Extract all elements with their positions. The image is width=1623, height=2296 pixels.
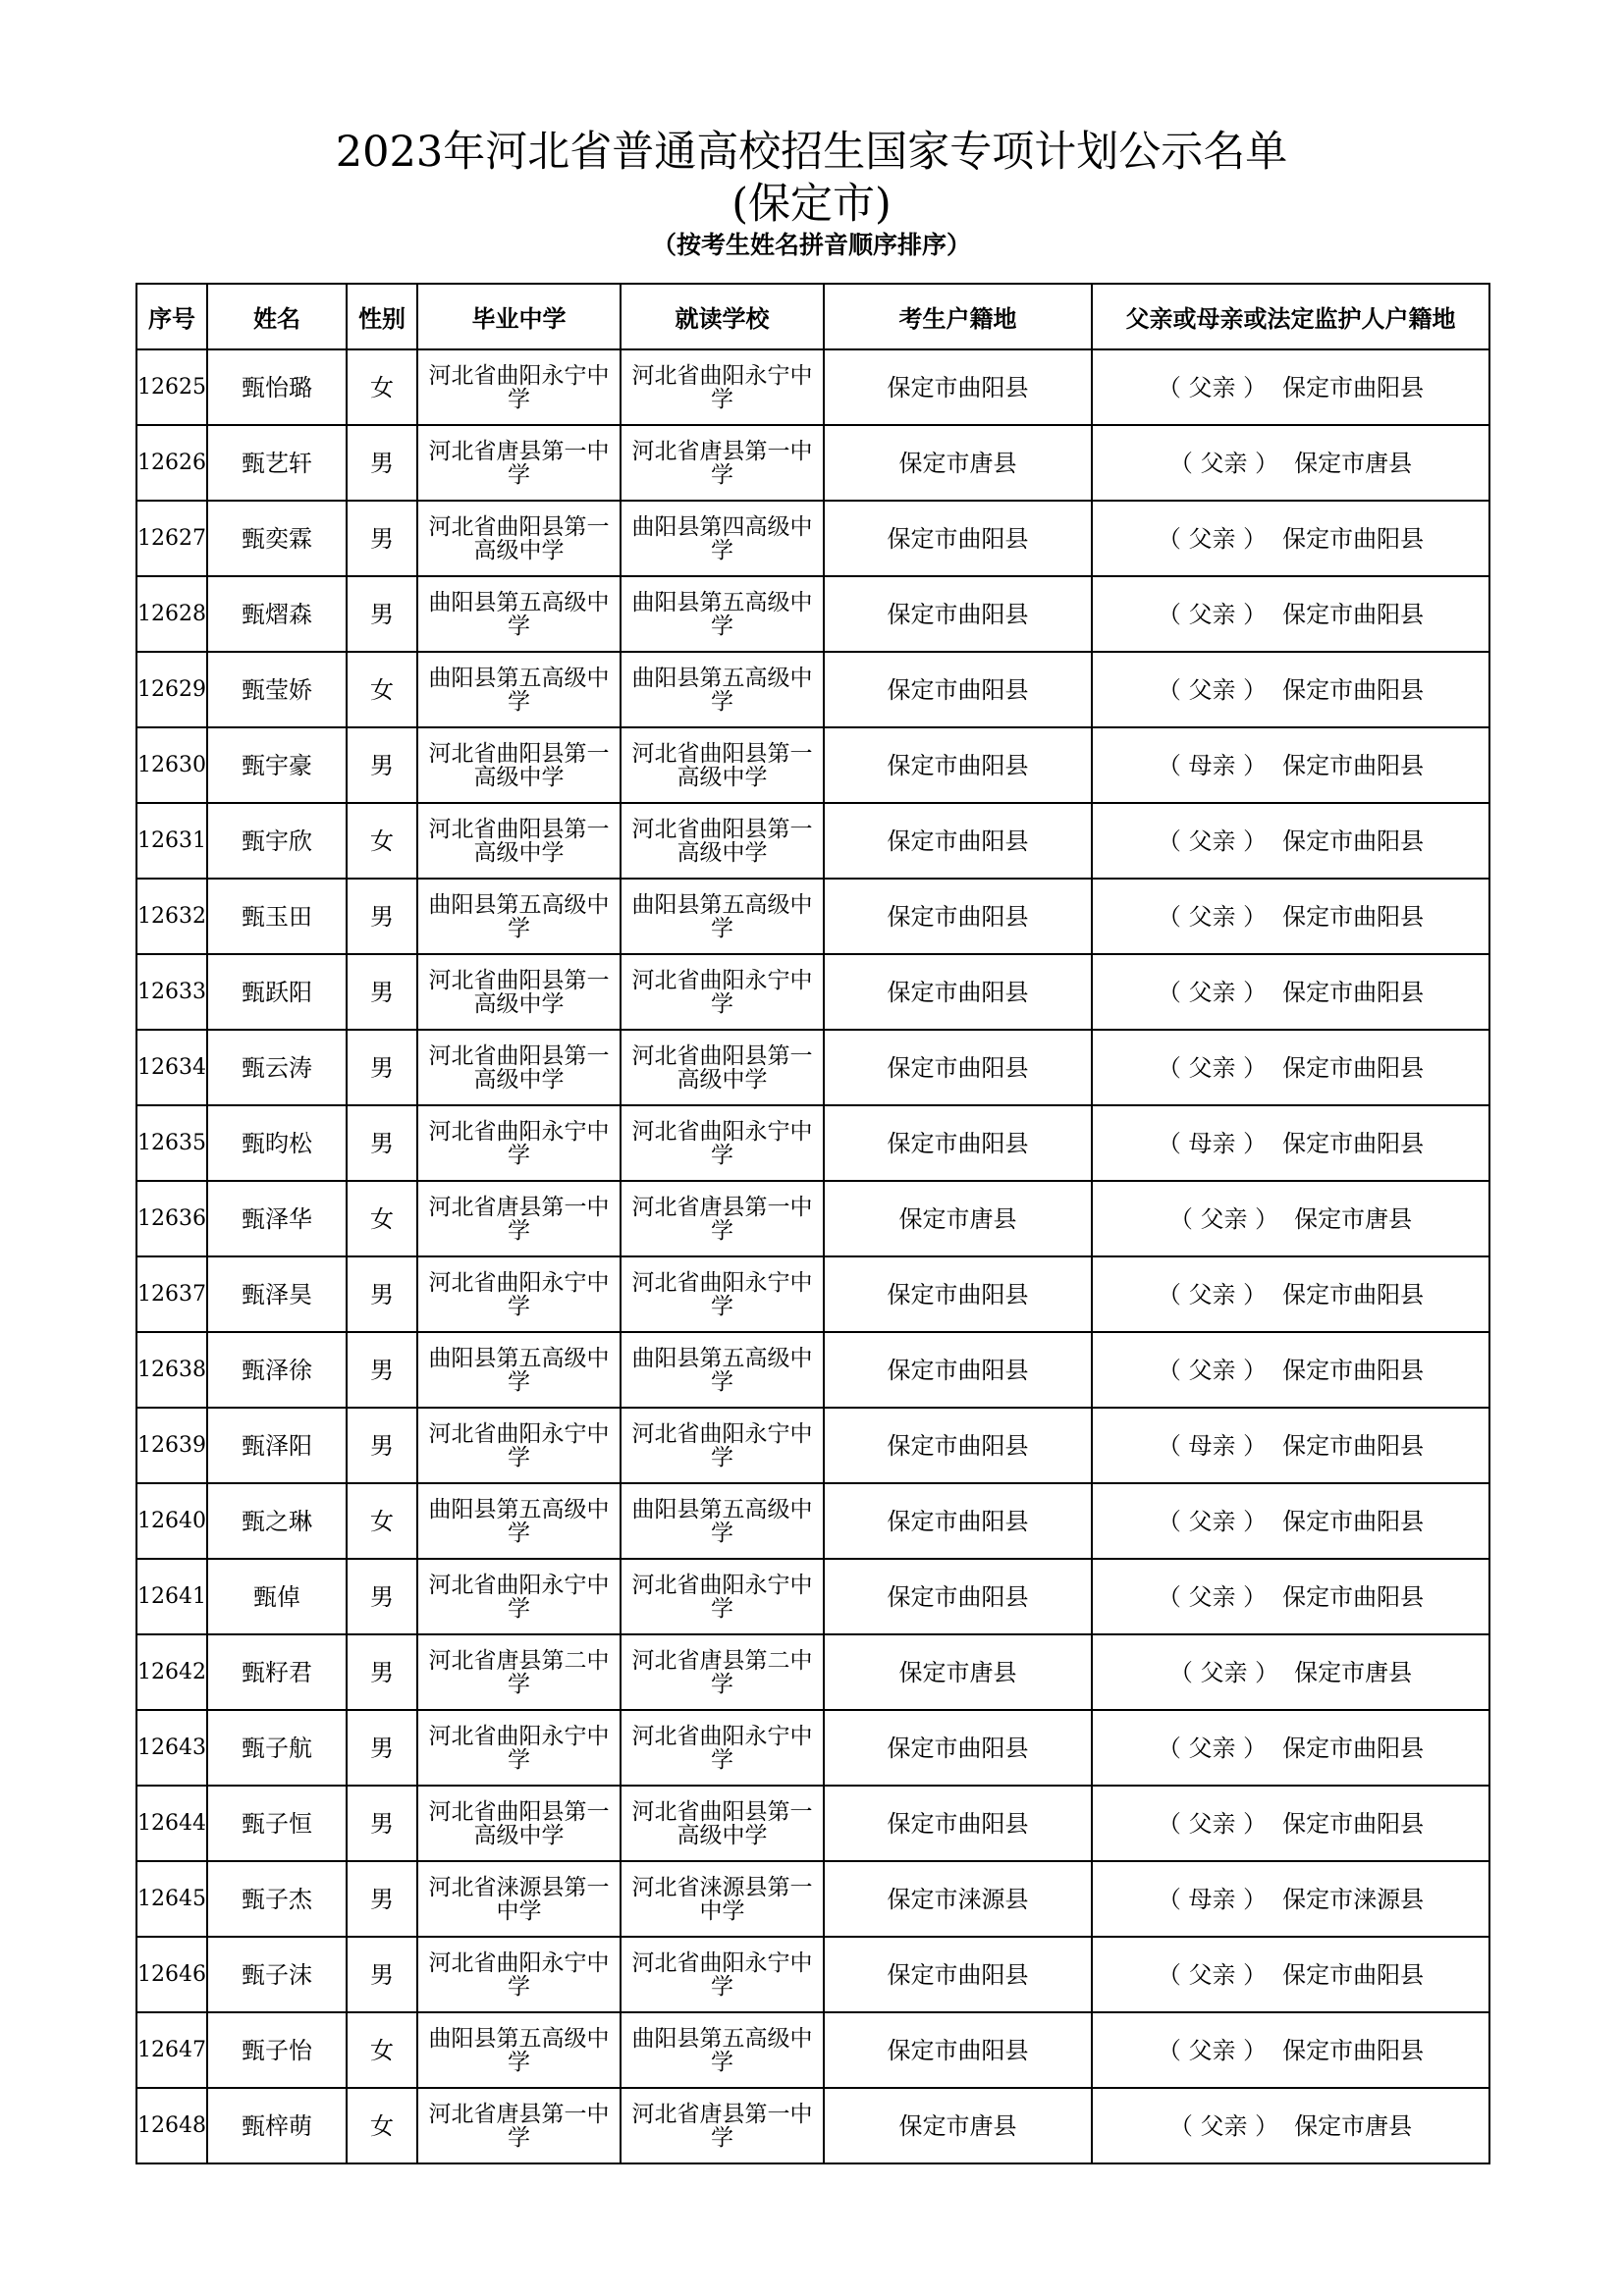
- cell-gender: 男: [347, 879, 417, 954]
- cell-gender: 男: [347, 1408, 417, 1483]
- cell-household-registration: 保定市曲阳县: [824, 501, 1092, 576]
- table-row: [136, 2088, 1489, 2163]
- parent-home: 保定市曲阳县: [1282, 1582, 1425, 1611]
- cell-household-registration: 保定市曲阳县: [824, 349, 1092, 425]
- header-graduation-school: 毕业中学: [417, 284, 621, 349]
- cell-seq: 12633: [136, 954, 207, 1030]
- header-household-registration: 考生户籍地: [824, 284, 1092, 349]
- cell-seq: 12626: [136, 425, 207, 501]
- cell-graduation-school: 河北省曲阳县第一高级中学: [417, 727, 621, 803]
- parent-relation: （ 父亲 ）: [1157, 1280, 1268, 1308]
- parent-home: 保定市曲阳县: [1282, 1431, 1425, 1460]
- header-seq: 序号: [136, 284, 207, 349]
- parent-relation: （ 父亲 ）: [1157, 373, 1268, 401]
- cell-household-registration: 保定市曲阳县: [824, 879, 1092, 954]
- parent-home: 保定市曲阳县: [1282, 1356, 1425, 1384]
- cell-gender: 男: [347, 727, 417, 803]
- cell-parent-registration: [1092, 1710, 1489, 1786]
- cell-gender: 女: [347, 652, 417, 727]
- cell-gender: 女: [347, 2012, 417, 2088]
- cell-parent-registration: [1092, 425, 1489, 501]
- cell-gender: 男: [347, 1256, 417, 1332]
- cell-seq: 12642: [136, 1634, 207, 1710]
- parent-relation: （ 父亲 ）: [1157, 1734, 1268, 1762]
- cell-parent-registration: [1092, 2088, 1489, 2163]
- cell-graduation-school: 河北省曲阳永宁中学: [417, 1559, 621, 1634]
- cell-parent-registration: [1092, 1105, 1489, 1181]
- cell-graduation-school: 河北省曲阳县第一高级中学: [417, 1030, 621, 1105]
- cell-name: 甄熠森: [207, 576, 347, 652]
- cell-gender: 男: [347, 501, 417, 576]
- header-name: 姓名: [207, 284, 347, 349]
- table-row: [136, 1181, 1489, 1256]
- cell-parent-registration: [1092, 2012, 1489, 2088]
- header-current-school: 就读学校: [621, 284, 824, 349]
- cell-name: 甄子恒: [207, 1786, 347, 1861]
- cell-household-registration: 保定市曲阳县: [824, 1256, 1092, 1332]
- cell-current-school: 曲阳县第五高级中学: [621, 2012, 824, 2088]
- parent-home: 保定市曲阳县: [1282, 827, 1425, 855]
- cell-current-school: 河北省涞源县第一中学: [621, 1861, 824, 1937]
- parent-relation: （ 父亲 ）: [1157, 1053, 1268, 1082]
- header-gender: 性别: [347, 284, 417, 349]
- cell-name: 甄倬: [207, 1559, 347, 1634]
- parent-home: 保定市曲阳县: [1282, 978, 1425, 1006]
- parent-home: 保定市曲阳县: [1282, 1129, 1425, 1157]
- parent-home: 保定市曲阳县: [1282, 524, 1425, 553]
- cell-household-registration: 保定市曲阳县: [824, 2012, 1092, 2088]
- cell-household-registration: 保定市唐县: [824, 2088, 1092, 2163]
- cell-gender: 女: [347, 2088, 417, 2163]
- table-row: [136, 1030, 1489, 1105]
- parent-relation: （ 父亲 ）: [1168, 1658, 1279, 1686]
- cell-current-school: 曲阳县第五高级中学: [621, 879, 824, 954]
- cell-current-school: 河北省曲阳县第一高级中学: [621, 727, 824, 803]
- cell-parent-registration: [1092, 1181, 1489, 1256]
- parent-relation: （ 父亲 ）: [1157, 1809, 1268, 1838]
- cell-graduation-school: 河北省曲阳县第一高级中学: [417, 501, 621, 576]
- parent-home: 保定市唐县: [1294, 1658, 1413, 1686]
- cell-seq: 12641: [136, 1559, 207, 1634]
- parent-relation: （ 母亲 ）: [1157, 1885, 1268, 1913]
- cell-gender: 女: [347, 1181, 417, 1256]
- cell-current-school: 河北省曲阳永宁中学: [621, 1105, 824, 1181]
- cell-current-school: 河北省唐县第一中学: [621, 2088, 824, 2163]
- cell-household-registration: 保定市曲阳县: [824, 1937, 1092, 2012]
- parent-home: 保定市唐县: [1294, 449, 1413, 477]
- cell-household-registration: 保定市曲阳县: [824, 1786, 1092, 1861]
- cell-name: 甄玉田: [207, 879, 347, 954]
- cell-household-registration: 保定市曲阳县: [824, 576, 1092, 652]
- cell-graduation-school: 河北省唐县第一中学: [417, 2088, 621, 2163]
- cell-seq: 12632: [136, 879, 207, 954]
- cell-gender: 女: [347, 803, 417, 879]
- parent-relation: （ 母亲 ）: [1157, 1431, 1268, 1460]
- cell-name: 甄泽华: [207, 1181, 347, 1256]
- cell-name: 甄子航: [207, 1710, 347, 1786]
- cell-household-registration: 保定市曲阳县: [824, 1030, 1092, 1105]
- cell-current-school: 河北省唐县第一中学: [621, 1181, 824, 1256]
- table-row: [136, 1483, 1489, 1559]
- cell-seq: 12638: [136, 1332, 207, 1408]
- cell-gender: 女: [347, 349, 417, 425]
- cell-current-school: 曲阳县第五高级中学: [621, 1483, 824, 1559]
- cell-name: 甄宇欣: [207, 803, 347, 879]
- cell-parent-registration: [1092, 879, 1489, 954]
- cell-seq: 12647: [136, 2012, 207, 2088]
- parent-relation: （ 父亲 ）: [1157, 1507, 1268, 1535]
- cell-gender: 男: [347, 954, 417, 1030]
- parent-home: 保定市曲阳县: [1282, 600, 1425, 628]
- cell-graduation-school: 河北省曲阳县第一高级中学: [417, 803, 621, 879]
- parent-home: 保定市曲阳县: [1282, 1053, 1425, 1082]
- parent-home: 保定市涞源县: [1282, 1885, 1425, 1913]
- cell-gender: 男: [347, 1861, 417, 1937]
- cell-graduation-school: 河北省曲阳永宁中学: [417, 1105, 621, 1181]
- table-header-row: [136, 284, 1489, 349]
- cell-graduation-school: 曲阳县第五高级中学: [417, 652, 621, 727]
- cell-name: 甄泽阳: [207, 1408, 347, 1483]
- cell-seq: 12645: [136, 1861, 207, 1937]
- cell-parent-registration: [1092, 1256, 1489, 1332]
- cell-household-registration: 保定市曲阳县: [824, 803, 1092, 879]
- cell-graduation-school: 河北省唐县第一中学: [417, 1181, 621, 1256]
- cell-parent-registration: [1092, 652, 1489, 727]
- document-title: 2023年河北省普通高校招生国家专项计划公示名单: [335, 128, 1288, 177]
- table-row: [136, 1559, 1489, 1634]
- cell-graduation-school: 河北省唐县第二中学: [417, 1634, 621, 1710]
- cell-parent-registration: [1092, 954, 1489, 1030]
- cell-parent-registration: [1092, 1408, 1489, 1483]
- cell-seq: 12637: [136, 1256, 207, 1332]
- cell-graduation-school: 河北省曲阳县第一高级中学: [417, 1786, 621, 1861]
- table-row: [136, 803, 1489, 879]
- table-row: [136, 1937, 1489, 2012]
- table-row: [136, 1256, 1489, 1332]
- cell-household-registration: 保定市曲阳县: [824, 1710, 1092, 1786]
- cell-gender: 男: [347, 1786, 417, 1861]
- parent-home: 保定市曲阳县: [1282, 373, 1425, 401]
- cell-seq: 12630: [136, 727, 207, 803]
- parent-home: 保定市唐县: [1294, 2111, 1413, 2140]
- table-row: [136, 954, 1489, 1030]
- parent-home: 保定市曲阳县: [1282, 1507, 1425, 1535]
- cell-seq: 12646: [136, 1937, 207, 2012]
- cell-household-registration: 保定市曲阳县: [824, 652, 1092, 727]
- cell-graduation-school: 河北省曲阳永宁中学: [417, 1408, 621, 1483]
- parent-home: 保定市曲阳县: [1282, 1809, 1425, 1838]
- cell-current-school: 曲阳县第五高级中学: [621, 1332, 824, 1408]
- parent-relation: （ 父亲 ）: [1168, 2111, 1279, 2140]
- table-row: [136, 727, 1489, 803]
- parent-relation: （ 父亲 ）: [1157, 827, 1268, 855]
- cell-current-school: 河北省曲阳永宁中学: [621, 1256, 824, 1332]
- cell-gender: 男: [347, 1559, 417, 1634]
- cell-name: 甄子杰: [207, 1861, 347, 1937]
- cell-name: 甄莹娇: [207, 652, 347, 727]
- cell-household-registration: 保定市曲阳县: [824, 954, 1092, 1030]
- applicant-table: [135, 283, 1490, 2164]
- cell-parent-registration: [1092, 1559, 1489, 1634]
- parent-relation: （ 父亲 ）: [1157, 2036, 1268, 2064]
- table-row: [136, 652, 1489, 727]
- cell-current-school: 河北省唐县第一中学: [621, 425, 824, 501]
- parent-home: 保定市曲阳县: [1282, 1280, 1425, 1308]
- parent-home: 保定市曲阳县: [1282, 675, 1425, 704]
- cell-household-registration: 保定市曲阳县: [824, 727, 1092, 803]
- cell-current-school: 曲阳县第五高级中学: [621, 652, 824, 727]
- cell-graduation-school: 曲阳县第五高级中学: [417, 1483, 621, 1559]
- cell-household-registration: 保定市涞源县: [824, 1861, 1092, 1937]
- cell-name: 甄泽徐: [207, 1332, 347, 1408]
- cell-seq: 12627: [136, 501, 207, 576]
- table-row: [136, 576, 1489, 652]
- cell-seq: 12648: [136, 2088, 207, 2163]
- parent-relation: （ 父亲 ）: [1157, 1960, 1268, 1989]
- cell-parent-registration: [1092, 1786, 1489, 1861]
- cell-graduation-school: 河北省曲阳县第一高级中学: [417, 954, 621, 1030]
- table-body: [136, 349, 1489, 2163]
- cell-current-school: 河北省唐县第二中学: [621, 1634, 824, 1710]
- cell-household-registration: 保定市曲阳县: [824, 1559, 1092, 1634]
- cell-current-school: 曲阳县第四高级中学: [621, 501, 824, 576]
- cell-current-school: 河北省曲阳永宁中学: [621, 1710, 824, 1786]
- cell-name: 甄子沫: [207, 1937, 347, 2012]
- cell-current-school: 河北省曲阳县第一高级中学: [621, 803, 824, 879]
- cell-household-registration: 保定市曲阳县: [824, 1105, 1092, 1181]
- cell-parent-registration: [1092, 349, 1489, 425]
- parent-relation: （ 父亲 ）: [1157, 524, 1268, 553]
- cell-name: 甄宇豪: [207, 727, 347, 803]
- parent-relation: （ 父亲 ）: [1157, 978, 1268, 1006]
- parent-relation: （ 父亲 ）: [1168, 449, 1279, 477]
- parent-home: 保定市曲阳县: [1282, 902, 1425, 931]
- cell-current-school: 河北省曲阳永宁中学: [621, 1559, 824, 1634]
- cell-gender: 男: [347, 576, 417, 652]
- cell-parent-registration: [1092, 1030, 1489, 1105]
- cell-name: 甄奕霖: [207, 501, 347, 576]
- cell-parent-registration: [1092, 803, 1489, 879]
- cell-current-school: 河北省曲阳永宁中学: [621, 349, 824, 425]
- table-row: [136, 1861, 1489, 1937]
- cell-name: 甄之琳: [207, 1483, 347, 1559]
- cell-parent-registration: [1092, 501, 1489, 576]
- cell-parent-registration: [1092, 1483, 1489, 1559]
- cell-name: 甄云涛: [207, 1030, 347, 1105]
- cell-name: 甄泽昊: [207, 1256, 347, 1332]
- cell-name: 甄怡璐: [207, 349, 347, 425]
- parent-relation: （ 父亲 ）: [1157, 1356, 1268, 1384]
- cell-seq: 12639: [136, 1408, 207, 1483]
- table-row: [136, 879, 1489, 954]
- cell-name: 甄籽君: [207, 1634, 347, 1710]
- cell-parent-registration: [1092, 1332, 1489, 1408]
- cell-gender: 男: [347, 1937, 417, 2012]
- cell-graduation-school: 曲阳县第五高级中学: [417, 2012, 621, 2088]
- cell-graduation-school: 曲阳县第五高级中学: [417, 1332, 621, 1408]
- cell-gender: 男: [347, 1710, 417, 1786]
- parent-home: 保定市曲阳县: [1282, 751, 1425, 779]
- cell-seq: 12635: [136, 1105, 207, 1181]
- cell-current-school: 曲阳县第五高级中学: [621, 576, 824, 652]
- cell-seq: 12631: [136, 803, 207, 879]
- cell-gender: 男: [347, 1030, 417, 1105]
- cell-graduation-school: 河北省曲阳永宁中学: [417, 349, 621, 425]
- cell-household-registration: 保定市曲阳县: [824, 1332, 1092, 1408]
- cell-seq: 12636: [136, 1181, 207, 1256]
- cell-household-registration: 保定市唐县: [824, 425, 1092, 501]
- table-row: [136, 349, 1489, 425]
- cell-gender: 男: [347, 1105, 417, 1181]
- parent-home: 保定市曲阳县: [1282, 1960, 1425, 1989]
- cell-current-school: 河北省曲阳永宁中学: [621, 1408, 824, 1483]
- cell-name: 甄艺轩: [207, 425, 347, 501]
- cell-current-school: 河北省曲阳县第一高级中学: [621, 1786, 824, 1861]
- cell-name: 甄跃阳: [207, 954, 347, 1030]
- cell-seq: 12643: [136, 1710, 207, 1786]
- cell-household-registration: 保定市曲阳县: [824, 1408, 1092, 1483]
- cell-parent-registration: [1092, 1861, 1489, 1937]
- cell-gender: 女: [347, 1483, 417, 1559]
- table-row: [136, 1105, 1489, 1181]
- cell-parent-registration: [1092, 727, 1489, 803]
- table-row: [136, 1408, 1489, 1483]
- cell-graduation-school: 曲阳县第五高级中学: [417, 879, 621, 954]
- table-row: [136, 1332, 1489, 1408]
- cell-graduation-school: 曲阳县第五高级中学: [417, 576, 621, 652]
- cell-current-school: 河北省曲阳永宁中学: [621, 954, 824, 1030]
- cell-household-registration: 保定市曲阳县: [824, 1483, 1092, 1559]
- cell-graduation-school: 河北省曲阳永宁中学: [417, 1710, 621, 1786]
- sort-note: （按考生姓名拼音顺序排序）: [651, 231, 971, 259]
- cell-parent-registration: [1092, 576, 1489, 652]
- cell-current-school: 河北省曲阳县第一高级中学: [621, 1030, 824, 1105]
- cell-graduation-school: 河北省唐县第一中学: [417, 425, 621, 501]
- cell-seq: 12634: [136, 1030, 207, 1105]
- cell-current-school: 河北省曲阳永宁中学: [621, 1937, 824, 2012]
- parent-relation: （ 父亲 ）: [1157, 600, 1268, 628]
- cell-household-registration: 保定市唐县: [824, 1181, 1092, 1256]
- cell-parent-registration: [1092, 1634, 1489, 1710]
- cell-seq: 12640: [136, 1483, 207, 1559]
- table-row: [136, 425, 1489, 501]
- cell-graduation-school: 河北省曲阳永宁中学: [417, 1256, 621, 1332]
- parent-home: 保定市曲阳县: [1282, 1734, 1425, 1762]
- table-row: [136, 1786, 1489, 1861]
- cell-name: 甄梓萌: [207, 2088, 347, 2163]
- table-row: [136, 1634, 1489, 1710]
- table-row: [136, 2012, 1489, 2088]
- parent-relation: （ 父亲 ）: [1157, 902, 1268, 931]
- cell-gender: 男: [347, 1634, 417, 1710]
- parent-relation: （ 母亲 ）: [1157, 1129, 1268, 1157]
- parent-relation: （ 父亲 ）: [1157, 1582, 1268, 1611]
- parent-relation: （ 母亲 ）: [1157, 751, 1268, 779]
- table-row: [136, 501, 1489, 576]
- cell-seq: 12644: [136, 1786, 207, 1861]
- parent-relation: （ 父亲 ）: [1168, 1204, 1279, 1233]
- document-subtitle: (保定市): [731, 180, 892, 229]
- cell-gender: 男: [347, 1332, 417, 1408]
- cell-graduation-school: 河北省曲阳永宁中学: [417, 1937, 621, 2012]
- cell-graduation-school: 河北省涞源县第一中学: [417, 1861, 621, 1937]
- parent-home: 保定市唐县: [1294, 1204, 1413, 1233]
- parent-relation: （ 父亲 ）: [1157, 675, 1268, 704]
- cell-parent-registration: [1092, 1937, 1489, 2012]
- cell-seq: 12629: [136, 652, 207, 727]
- cell-household-registration: 保定市唐县: [824, 1634, 1092, 1710]
- cell-name: 甄昀松: [207, 1105, 347, 1181]
- header-parent-registration: 父亲或母亲或法定监护人户籍地: [1092, 284, 1489, 349]
- table-row: [136, 1710, 1489, 1786]
- cell-gender: 男: [347, 425, 417, 501]
- cell-name: 甄子怡: [207, 2012, 347, 2088]
- cell-seq: 12625: [136, 349, 207, 425]
- parent-home: 保定市曲阳县: [1282, 2036, 1425, 2064]
- cell-seq: 12628: [136, 576, 207, 652]
